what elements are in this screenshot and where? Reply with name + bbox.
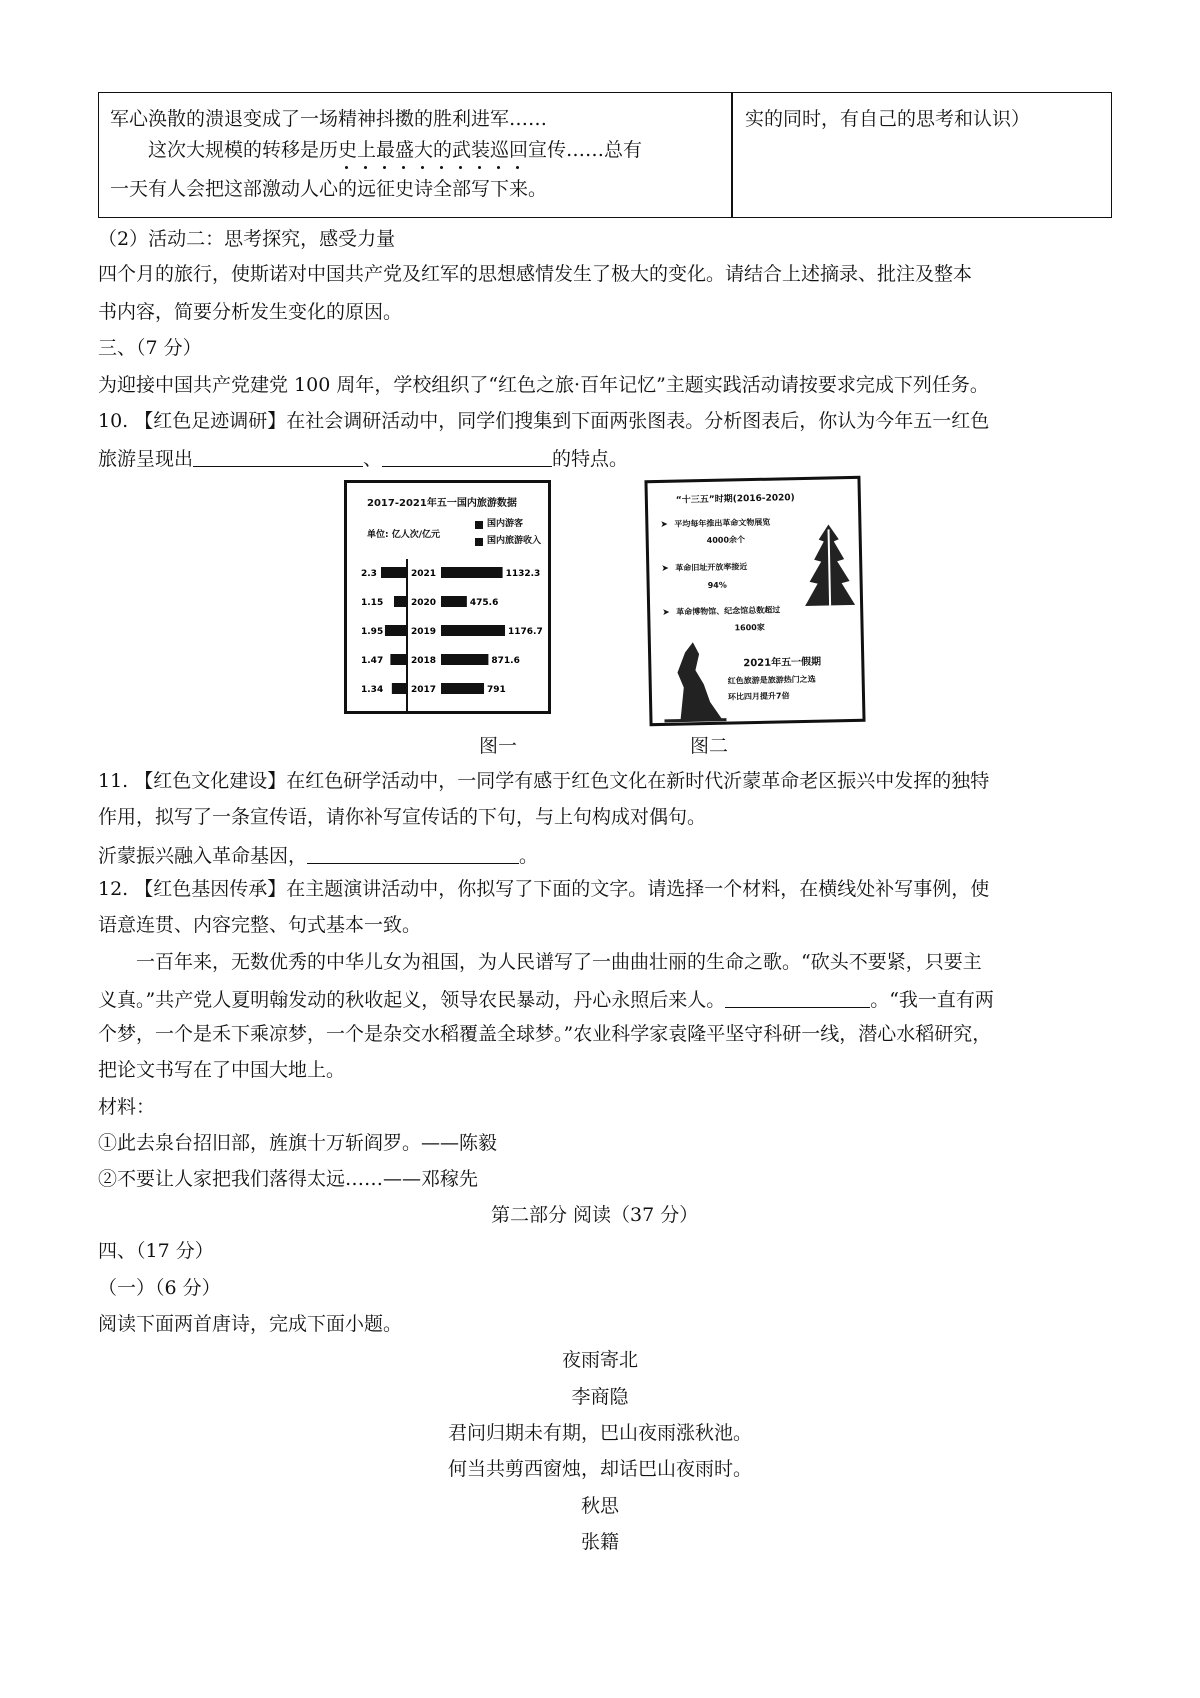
figure1-bars <box>347 483 548 711</box>
bar-visitors-2020 <box>394 596 407 607</box>
year-label-2019: 2019 <box>411 627 437 637</box>
poem1-line-2: 何当共剪西窗烛，却话巴山夜雨时。 <box>447 1458 752 1480</box>
poem1-title: 夜雨寄北 <box>561 1349 638 1371</box>
monument-illustration <box>659 632 731 723</box>
figure2-footer-3: 环比四月提升7倍 <box>727 691 790 702</box>
q11-line-2: 作用，拟写了一条宣传语，请你补写宣传话的下句，与上句构成对偶句。 <box>98 806 707 828</box>
table-right-line-1: 实的同时，有自己的思考和认识） <box>745 108 1031 130</box>
figure2-item1-arrow: ➤ <box>660 519 669 530</box>
activity2-title: （2）活动二：思考探究，感受力量 <box>98 228 396 250</box>
visitors-value-2018: 1.47 <box>361 656 384 666</box>
q12-paragraph-2-start: 义真。”共产党人夏明翰发动的秋收起义，领导农民暴动，丹心永照后来人。 <box>98 989 726 1011</box>
q12-material-1: ①此去泉台招旧部，旌旗十万斩阎罗。——陈毅 <box>98 1132 498 1154</box>
q10-line-2-end: 的特点。 <box>552 448 629 470</box>
poem1-author: 李商隐 <box>571 1386 629 1408</box>
revenue-value-2019: 1176.7 <box>508 627 543 637</box>
figure1-unit: 单位: 亿人次/亿元 <box>367 530 441 540</box>
revenue-value-2021: 1132.3 <box>505 569 541 579</box>
year-label-2018: 2018 <box>411 656 437 666</box>
figure2-item2-a: 革命旧址开放率接近 <box>675 562 748 573</box>
q12-line-2: 语意连贯、内容完整、句式基本一致。 <box>98 914 422 936</box>
table-left-line-2: 这次大规模的转移是历史上最盛大的武装巡回宣传……总有 <box>148 139 643 161</box>
poem2-author: 张籍 <box>580 1531 619 1553</box>
part2-heading: 第二部分 阅读（37 分） <box>491 1204 699 1226</box>
year-label-2021: 2021 <box>411 569 437 579</box>
bar-revenue-2019 <box>441 625 505 636</box>
q12-material-2: ②不要让人家把我们落得太远……——邓稼先 <box>98 1168 479 1190</box>
q12-paragraph-4: 把论文书写在了中国大地上。 <box>98 1059 346 1081</box>
q12-paragraph-1: 一百年来，无数优秀的中华儿女为祖国，为人民谱写了一曲曲壮丽的生命之歌。“砍头不要紧，只要主 <box>136 951 982 973</box>
q10-line-2 <box>98 448 628 469</box>
activity2-line-2: 书内容，简要分析发生变化的原因。 <box>98 301 403 323</box>
table-left-line-3: 一天有人会把这部激动人心的远征史诗全部写下来。 <box>110 178 548 200</box>
revenue-value-2017: 791 <box>487 685 506 695</box>
table-left-line-1: 军心涣散的溃退变成了一场精神抖擞的胜利进军…… <box>110 108 548 130</box>
figure2-caption: 图二 <box>690 735 729 757</box>
q12-paragraph-3: 个梦，一个是禾下乘凉梦，一个是杂交水稻覆盖全球梦。”农业科学家袁隆平坚守科研一线，潜心水稻研究， <box>98 1023 992 1045</box>
q12-material-label: 材料： <box>98 1096 156 1118</box>
visitors-value-2020: 1.15 <box>361 598 384 608</box>
section3-intro: 为迎接中国共产党建党 100 周年，学校组织了“红色之旅·百年记忆”主题实践活动请按要求完成下列任务。 <box>98 374 989 396</box>
bar-revenue-2021 <box>441 567 503 578</box>
q12-line-1: 12. 【红色基因传承】在主题演讲活动中，你拟写了下面的文字。请选择一个材料，在横线处补写事例，使 <box>98 878 990 900</box>
figure1-chart <box>344 480 551 714</box>
reading-instruction: 阅读下面两首唐诗，完成下面小题。 <box>98 1313 403 1335</box>
figure1-title: 2017-2021年五一国内旅游数据 <box>367 498 517 509</box>
revenue-value-2018: 871.6 <box>491 656 520 666</box>
section4-heading: 四、（17 分） <box>98 1240 214 1262</box>
q11-line-1: 11. 【红色文化建设】在红色研学活动中，一同学有感于红色文化在新时代沂蒙革命老区振兴中发挥的独特 <box>98 770 990 792</box>
q10-blank-1[interactable] <box>193 448 363 467</box>
figure2-poster <box>644 476 865 726</box>
figure2-item3-arrow: ➤ <box>662 607 670 618</box>
visitors-value-2021: 2.3 <box>361 569 377 579</box>
year-label-2020: 2020 <box>411 598 437 608</box>
visitors-value-2017: 1.34 <box>361 685 384 695</box>
q10-line-1: 10. 【红色足迹调研】在社会调研活动中，同学们搜集到下面两张图表。分析图表后，你认为今年五一红色 <box>98 410 990 432</box>
bar-revenue-2017 <box>441 683 484 694</box>
q12-paragraph-2 <box>98 989 994 1010</box>
q12-paragraph-2-end: 。“我一直有两 <box>870 989 994 1011</box>
bar-visitors-2021 <box>381 567 407 578</box>
q10-blank-2[interactable] <box>382 448 552 467</box>
figure1-caption: 图一 <box>479 735 518 757</box>
q10-line-2-start: 旅游呈现出 <box>98 448 194 470</box>
activity2-line-1: 四个月的旅行，使斯诺对中国共产党及红军的思想感情发生了极大的变化。请结合上述摘录、批注及整本 <box>98 263 973 285</box>
q11-line-3 <box>98 845 538 866</box>
figure2-item3-b: 1600家 <box>734 622 765 633</box>
bar-visitors-2018 <box>390 654 407 665</box>
figure2-item1-a: 平均每年推出革命文物展览 <box>674 517 771 529</box>
bar-revenue-2020 <box>441 596 467 607</box>
pagoda-illustration <box>798 519 860 610</box>
visitors-value-2019: 1.95 <box>361 627 384 637</box>
figure2-heading: “十三五”时期(2016-2020) <box>675 493 795 506</box>
year-label-2017: 2017 <box>411 685 437 695</box>
q10-separator: 、 <box>363 448 383 470</box>
subsection1-heading: （一）（6 分） <box>98 1277 221 1299</box>
bar-visitors-2019 <box>385 625 407 636</box>
bar-visitors-2017 <box>392 683 407 694</box>
figure1-legend-visitors: 国内游客 <box>487 519 524 529</box>
q11-line-3-end: 。 <box>519 845 539 867</box>
figure2-footer-1: 2021年五一假期 <box>743 656 822 670</box>
q11-line-3-start: 沂蒙振兴融入革命基因， <box>98 845 308 867</box>
revenue-value-2020: 475.6 <box>469 598 499 608</box>
figure2-item3-a: 革命博物馆、纪念馆总数超过 <box>676 605 781 617</box>
q12-blank[interactable] <box>725 989 870 1008</box>
figure2-item1-b: 4000余个 <box>706 535 746 545</box>
figure1-legend-revenue: 国内旅游收入 <box>487 536 542 546</box>
bar-revenue-2018 <box>441 654 488 665</box>
poem2-title: 秋思 <box>580 1495 619 1517</box>
section3-heading: 三、（7 分） <box>98 337 202 359</box>
figure2-item2-arrow: ➤ <box>661 563 669 574</box>
figure2-item2-b: 94% <box>707 580 727 590</box>
q11-blank[interactable] <box>307 845 519 864</box>
poem1-line-1: 君问归期未有期，巴山夜雨涨秋池。 <box>447 1422 752 1444</box>
figure2-footer-2: 红色旅游是旅游热门之选 <box>727 674 816 686</box>
table-divider <box>731 93 733 217</box>
